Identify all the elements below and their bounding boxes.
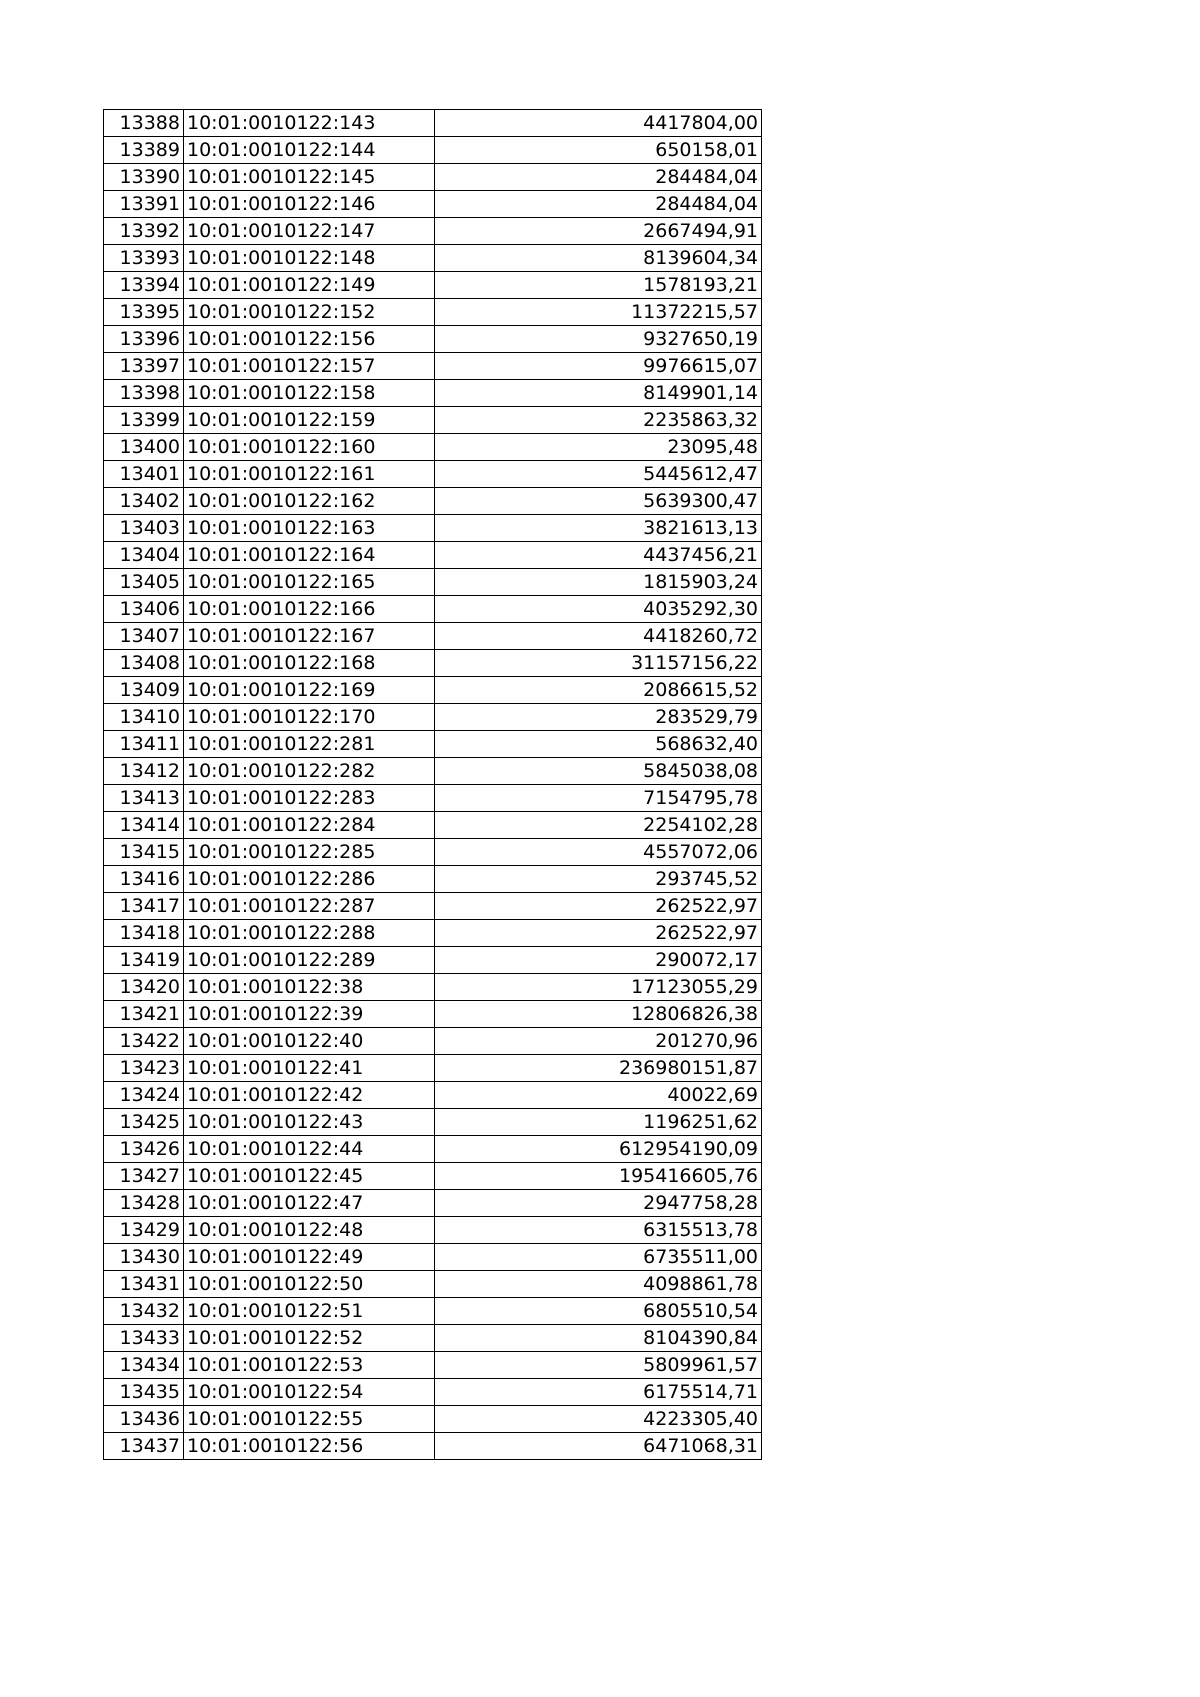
table-row [104, 1379, 762, 1406]
cadastral-value-cell: 31157156,22 [435, 650, 762, 677]
cadastral-number-cell: 10:01:0010122:44 [184, 1136, 435, 1163]
cadastral-value-cell: 8149901,14 [435, 380, 762, 407]
cadastral-value-cell: 23095,48 [435, 434, 762, 461]
row-number-cell: 13403 [104, 515, 184, 542]
cadastral-value-cell: 612954190,09 [435, 1136, 762, 1163]
cadastral-value-cell: 6735511,00 [435, 1244, 762, 1271]
cadastral-value-cell: 17123055,29 [435, 974, 762, 1001]
row-number-cell: 13388 [104, 110, 184, 137]
cadastral-number-cell: 10:01:0010122:43 [184, 1109, 435, 1136]
row-number-cell: 13398 [104, 380, 184, 407]
cadastral-number-cell: 10:01:0010122:161 [184, 461, 435, 488]
table-body [104, 110, 762, 1460]
cadastral-number-cell: 10:01:0010122:147 [184, 218, 435, 245]
table-row [104, 1352, 762, 1379]
cadastral-number-cell: 10:01:0010122:56 [184, 1433, 435, 1460]
cadastral-value-cell: 5445612,47 [435, 461, 762, 488]
cadastral-number-cell: 10:01:0010122:49 [184, 1244, 435, 1271]
cadastral-number-cell: 10:01:0010122:51 [184, 1298, 435, 1325]
cadastral-number-cell: 10:01:0010122:40 [184, 1028, 435, 1055]
cadastral-number-cell: 10:01:0010122:286 [184, 866, 435, 893]
table-row [104, 137, 762, 164]
row-number-cell: 13393 [104, 245, 184, 272]
cadastral-number-cell: 10:01:0010122:159 [184, 407, 435, 434]
cadastral-value-cell: 9976615,07 [435, 353, 762, 380]
table-row [104, 380, 762, 407]
row-number-cell: 13421 [104, 1001, 184, 1028]
cadastral-number-cell: 10:01:0010122:39 [184, 1001, 435, 1028]
table-row [104, 110, 762, 137]
row-number-cell: 13392 [104, 218, 184, 245]
cadastral-value-cell: 283529,79 [435, 704, 762, 731]
table-row [104, 758, 762, 785]
row-number-cell: 13422 [104, 1028, 184, 1055]
row-number-cell: 13408 [104, 650, 184, 677]
table-row [104, 1136, 762, 1163]
cadastral-number-cell: 10:01:0010122:285 [184, 839, 435, 866]
cadastral-value-cell: 5639300,47 [435, 488, 762, 515]
row-number-cell: 13389 [104, 137, 184, 164]
cadastral-value-cell: 5809961,57 [435, 1352, 762, 1379]
cadastral-number-cell: 10:01:0010122:45 [184, 1163, 435, 1190]
table-row [104, 839, 762, 866]
table-row [104, 461, 762, 488]
table-row [104, 1163, 762, 1190]
table-row [104, 218, 762, 245]
table-row [104, 245, 762, 272]
table-row [104, 1406, 762, 1433]
cadastral-value-cell: 4417804,00 [435, 110, 762, 137]
cadastral-number-cell: 10:01:0010122:143 [184, 110, 435, 137]
cadastral-number-cell: 10:01:0010122:284 [184, 812, 435, 839]
cadastral-value-cell: 8104390,84 [435, 1325, 762, 1352]
row-number-cell: 13423 [104, 1055, 184, 1082]
table-row [104, 650, 762, 677]
cadastral-value-cell: 262522,97 [435, 920, 762, 947]
table-row [104, 164, 762, 191]
cadastral-number-cell: 10:01:0010122:152 [184, 299, 435, 326]
row-number-cell: 13413 [104, 785, 184, 812]
table-row [104, 542, 762, 569]
table-row [104, 407, 762, 434]
table-row [104, 1001, 762, 1028]
cadastral-value-cell: 4557072,06 [435, 839, 762, 866]
table-row [104, 866, 762, 893]
cadastral-value-cell: 568632,40 [435, 731, 762, 758]
cadastral-value-cell: 4437456,21 [435, 542, 762, 569]
table-row [104, 569, 762, 596]
row-number-cell: 13420 [104, 974, 184, 1001]
cadastral-number-cell: 10:01:0010122:54 [184, 1379, 435, 1406]
cadastral-number-cell: 10:01:0010122:289 [184, 947, 435, 974]
row-number-cell: 13418 [104, 920, 184, 947]
cadastral-value-cell: 262522,97 [435, 893, 762, 920]
cadastral-number-cell: 10:01:0010122:165 [184, 569, 435, 596]
row-number-cell: 13414 [104, 812, 184, 839]
row-number-cell: 13424 [104, 1082, 184, 1109]
cadastral-value-cell: 6471068,31 [435, 1433, 762, 1460]
table-row [104, 272, 762, 299]
cadastral-number-cell: 10:01:0010122:38 [184, 974, 435, 1001]
row-number-cell: 13435 [104, 1379, 184, 1406]
table-row [104, 1244, 762, 1271]
cadastral-value-cell: 40022,69 [435, 1082, 762, 1109]
cadastral-value-cell: 7154795,78 [435, 785, 762, 812]
cadastral-value-cell: 4098861,78 [435, 1271, 762, 1298]
row-number-cell: 13410 [104, 704, 184, 731]
cadastral-number-cell: 10:01:0010122:146 [184, 191, 435, 218]
row-number-cell: 13426 [104, 1136, 184, 1163]
cadastral-number-cell: 10:01:0010122:160 [184, 434, 435, 461]
cadastral-number-cell: 10:01:0010122:50 [184, 1271, 435, 1298]
cadastral-value-cell: 6175514,71 [435, 1379, 762, 1406]
cadastral-number-cell: 10:01:0010122:144 [184, 137, 435, 164]
cadastral-number-cell: 10:01:0010122:52 [184, 1325, 435, 1352]
cadastral-number-cell: 10:01:0010122:169 [184, 677, 435, 704]
table-row [104, 1028, 762, 1055]
cadastral-number-cell: 10:01:0010122:158 [184, 380, 435, 407]
row-number-cell: 13404 [104, 542, 184, 569]
cadastral-value-cell: 11372215,57 [435, 299, 762, 326]
table-row [104, 1271, 762, 1298]
row-number-cell: 13407 [104, 623, 184, 650]
cadastral-value-cell: 4035292,30 [435, 596, 762, 623]
row-number-cell: 13409 [104, 677, 184, 704]
table-row [104, 1298, 762, 1325]
table-row [104, 326, 762, 353]
table-row [104, 1082, 762, 1109]
table-row [104, 893, 762, 920]
cadastral-value-cell: 4223305,40 [435, 1406, 762, 1433]
table-row [104, 1055, 762, 1082]
row-number-cell: 13434 [104, 1352, 184, 1379]
cadastral-number-cell: 10:01:0010122:282 [184, 758, 435, 785]
cadastral-number-cell: 10:01:0010122:281 [184, 731, 435, 758]
cadastral-number-cell: 10:01:0010122:53 [184, 1352, 435, 1379]
cadastral-number-cell: 10:01:0010122:145 [184, 164, 435, 191]
cadastral-value-cell: 284484,04 [435, 164, 762, 191]
cadastral-value-cell: 5845038,08 [435, 758, 762, 785]
row-number-cell: 13391 [104, 191, 184, 218]
cadastral-value-cell: 293745,52 [435, 866, 762, 893]
cadastral-value-cell: 6805510,54 [435, 1298, 762, 1325]
row-number-cell: 13430 [104, 1244, 184, 1271]
row-number-cell: 13402 [104, 488, 184, 515]
table-row [104, 812, 762, 839]
row-number-cell: 13401 [104, 461, 184, 488]
row-number-cell: 13400 [104, 434, 184, 461]
row-number-cell: 13396 [104, 326, 184, 353]
cadastral-number-cell: 10:01:0010122:287 [184, 893, 435, 920]
row-number-cell: 13406 [104, 596, 184, 623]
cadastral-value-cell: 9327650,19 [435, 326, 762, 353]
row-number-cell: 13425 [104, 1109, 184, 1136]
row-number-cell: 13395 [104, 299, 184, 326]
cadastral-value-cell: 6315513,78 [435, 1217, 762, 1244]
row-number-cell: 13405 [104, 569, 184, 596]
row-number-cell: 13415 [104, 839, 184, 866]
cadastral-value-cell: 2086615,52 [435, 677, 762, 704]
cadastral-number-cell: 10:01:0010122:149 [184, 272, 435, 299]
cadastral-number-cell: 10:01:0010122:148 [184, 245, 435, 272]
cadastral-value-cell: 8139604,34 [435, 245, 762, 272]
cadastral-number-cell: 10:01:0010122:166 [184, 596, 435, 623]
row-number-cell: 13431 [104, 1271, 184, 1298]
row-number-cell: 13436 [104, 1406, 184, 1433]
row-number-cell: 13390 [104, 164, 184, 191]
cadastral-value-cell: 650158,01 [435, 137, 762, 164]
cadastral-number-cell: 10:01:0010122:283 [184, 785, 435, 812]
cadastral-value-cell: 201270,96 [435, 1028, 762, 1055]
cadastral-number-cell: 10:01:0010122:170 [184, 704, 435, 731]
row-number-cell: 13399 [104, 407, 184, 434]
table-row [104, 488, 762, 515]
cadastral-value-cell: 1196251,62 [435, 1109, 762, 1136]
cadastral-value-cell: 1815903,24 [435, 569, 762, 596]
cadastral-value-cell: 290072,17 [435, 947, 762, 974]
cadastral-number-cell: 10:01:0010122:156 [184, 326, 435, 353]
row-number-cell: 13394 [104, 272, 184, 299]
row-number-cell: 13419 [104, 947, 184, 974]
table-row [104, 596, 762, 623]
cadastral-number-cell: 10:01:0010122:157 [184, 353, 435, 380]
cadastral-value-cell: 2947758,28 [435, 1190, 762, 1217]
row-number-cell: 13417 [104, 893, 184, 920]
cadastral-number-cell: 10:01:0010122:162 [184, 488, 435, 515]
cadastral-value-cell: 2235863,32 [435, 407, 762, 434]
cadastral-number-cell: 10:01:0010122:48 [184, 1217, 435, 1244]
row-number-cell: 13411 [104, 731, 184, 758]
table-row [104, 1109, 762, 1136]
cadastral-number-cell: 10:01:0010122:167 [184, 623, 435, 650]
cadastral-value-table [103, 109, 762, 1460]
table-row [104, 974, 762, 1001]
table-row [104, 1433, 762, 1460]
cadastral-value-cell: 12806826,38 [435, 1001, 762, 1028]
table-row [104, 1217, 762, 1244]
cadastral-number-cell: 10:01:0010122:55 [184, 1406, 435, 1433]
cadastral-number-cell: 10:01:0010122:164 [184, 542, 435, 569]
cadastral-number-cell: 10:01:0010122:42 [184, 1082, 435, 1109]
table-row [104, 731, 762, 758]
cadastral-value-cell: 3821613,13 [435, 515, 762, 542]
row-number-cell: 13433 [104, 1325, 184, 1352]
table-row [104, 947, 762, 974]
cadastral-value-cell: 2254102,28 [435, 812, 762, 839]
table-row [104, 1325, 762, 1352]
cadastral-number-cell: 10:01:0010122:288 [184, 920, 435, 947]
row-number-cell: 13412 [104, 758, 184, 785]
row-number-cell: 13416 [104, 866, 184, 893]
table-row [104, 677, 762, 704]
row-number-cell: 13429 [104, 1217, 184, 1244]
table-row [104, 1190, 762, 1217]
cadastral-value-cell: 284484,04 [435, 191, 762, 218]
cadastral-value-cell: 195416605,76 [435, 1163, 762, 1190]
table-row [104, 920, 762, 947]
table-row [104, 353, 762, 380]
cadastral-number-cell: 10:01:0010122:47 [184, 1190, 435, 1217]
row-number-cell: 13437 [104, 1433, 184, 1460]
table-row [104, 704, 762, 731]
cadastral-number-cell: 10:01:0010122:168 [184, 650, 435, 677]
table-row [104, 515, 762, 542]
row-number-cell: 13428 [104, 1190, 184, 1217]
cadastral-value-cell: 4418260,72 [435, 623, 762, 650]
table-row [104, 623, 762, 650]
cadastral-value-cell: 236980151,87 [435, 1055, 762, 1082]
cadastral-value-cell: 1578193,21 [435, 272, 762, 299]
row-number-cell: 13397 [104, 353, 184, 380]
cadastral-number-cell: 10:01:0010122:41 [184, 1055, 435, 1082]
row-number-cell: 13427 [104, 1163, 184, 1190]
row-number-cell: 13432 [104, 1298, 184, 1325]
table-row [104, 785, 762, 812]
table-row [104, 191, 762, 218]
cadastral-value-cell: 2667494,91 [435, 218, 762, 245]
table-row [104, 299, 762, 326]
table-row [104, 434, 762, 461]
cadastral-number-cell: 10:01:0010122:163 [184, 515, 435, 542]
